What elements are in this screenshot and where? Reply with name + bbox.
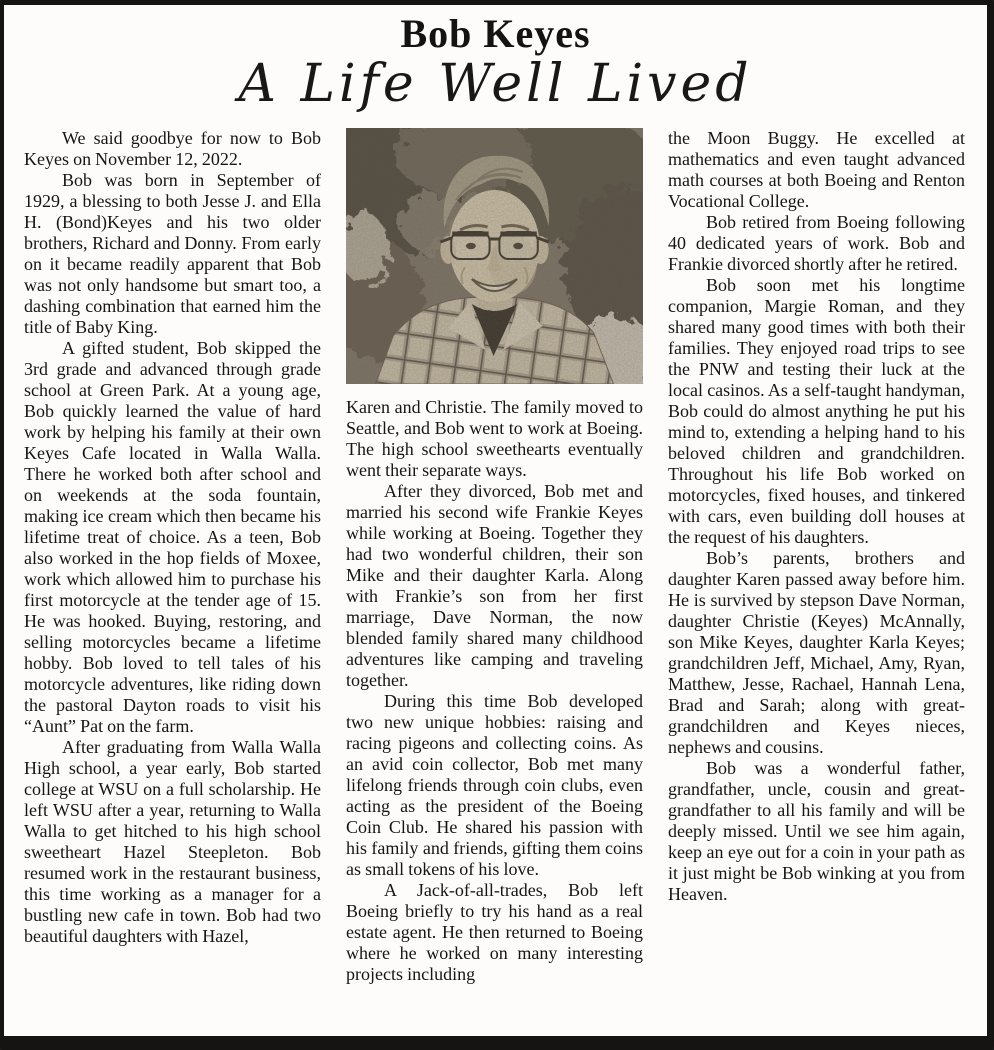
obituary-header [4, 5, 987, 112]
obituary-columns [4, 112, 987, 985]
column-2 [346, 128, 643, 985]
obituary-paragraph: Karen and Christie. The family moved to Seattle, and Bob went to work at Boeing. The high school sweethearts eventually went their separate ways. [346, 396, 643, 480]
obituary-paragraph: A gifted student, Bob skipped the 3rd grade and advanced through grade school at Green Park. At a young age, Bob quickly learned the value of hard work by helping his family at their own Keyes Cafe located in Walla Walla. There he worked both after school and on weekends at the soda fountain, making ice cream which then became his lifetime treat of choice. As a teen, Bob also worked in the hop fields of Moxee, work which allowed him to purchase his first motorcycle at the tender age of 15. He was hooked. Buying, restoring, and selling motorcycles became a lifetime hobby. Bob loved to tell tales of his motorcycle adventures, like riding down the pastoral Dayton roads to visit his “Aunt” Pat on the farm. [24, 337, 321, 736]
portrait-photo-illustration [346, 128, 643, 384]
obituary-paragraph: Bob was born in September of 1929, a blessing to both Jesse J. and Ella H. (Bond)Keyes and his two older brothers, Richard and Donny. From early on it became readily apparent that Bob was not only handsome but smart too, a dashing combination that earned him the title of Baby King. [24, 169, 321, 337]
obituary-paragraph: A Jack-of-all-trades, Bob left Boeing briefly to try his hand as a real estate agent. He then returned to Boeing where he worked on many interesting projects including [346, 879, 643, 984]
obituary-paragraph: We said goodbye for now to Bob Keyes on November 12, 2022. [24, 127, 321, 169]
obituary-paragraph: After they divorced, Bob met and married his second wife Frankie Keyes while working at Boeing. Together they had two wonderful children, their son Mike and their daughter Karla. Along with Frankie’s son from her first marriage, Dave Norman, the now blended family shared many childhood adventures like camping and traveling together. [346, 480, 643, 690]
obituary-paragraph: During this time Bob developed two new unique hobbies: raising and racing pigeons and collecting coins. As an avid coin collector, Bob met many lifelong friends through coin clubs, even acting as the president of the Boeing Coin Club. He shared his passion with his family and friends, gifting them coins as small tokens of his love. [346, 690, 643, 879]
portrait-photo [346, 128, 643, 384]
page-title: Bob Keyes [400, 11, 591, 56]
obituary-paragraph: After graduating from Walla Walla High school, a year early, Bob started college at WSU on a full scholarship. He left WSU after a year, returning to Walla Walla to get hitched to his high school sweetheart Hazel Steepleton. Bob resumed work in the restaurant business, this time working as a manager for a bustling new cafe in town. Bob had two beautiful daughters with Hazel, [24, 736, 321, 946]
column-3 [668, 128, 965, 985]
obituary-paragraph: the Moon Buggy. He excelled at mathematics and even taught advanced math courses at both Boeing and Renton Vocational College. [668, 127, 965, 211]
obituary-paragraph: Bob retired from Boeing following 40 dedicated years of work. Bob and Frankie divorced shortly after he retired. [668, 211, 965, 274]
page-subtitle: A Life Well Lived [238, 54, 753, 114]
obituary-paragraph: Bob was a wonderful father, grandfather, uncle, cousin and great-grandfather to all his family and will be deeply missed. Until we see him again, keep an eye out for a coin in your path as it just might be Bob winking at you from Heaven. [668, 757, 965, 904]
column-1 [24, 128, 321, 985]
obituary-paragraph: Bob’s parents, brothers and daughter Karen passed away before him. He is survived by stepson Dave Norman, daughter Christie (Keyes) McAnnally, son Mike Keyes, daughter Karla Keyes; grandchildren Jeff, Michael, Amy, Ryan, Matthew, Jesse, Rachael, Hannah Lena, Brad and Sarah; along with great-grandchildren and Keyes nieces, nephews and cousins. [668, 547, 965, 757]
obituary-paragraph: Bob soon met his longtime companion, Margie Roman, and they shared many good times with both their families. They enjoyed road trips to see the PNW and testing their luck at the local casinos. As a self-taught handyman, Bob could do almost anything he put his mind to, extending a helping hand to his beloved children and grandchildren. Throughout his life Bob worked on motorcycles, fixed houses, and tinkered with cars, even building doll houses at the request of his daughters. [668, 274, 965, 547]
